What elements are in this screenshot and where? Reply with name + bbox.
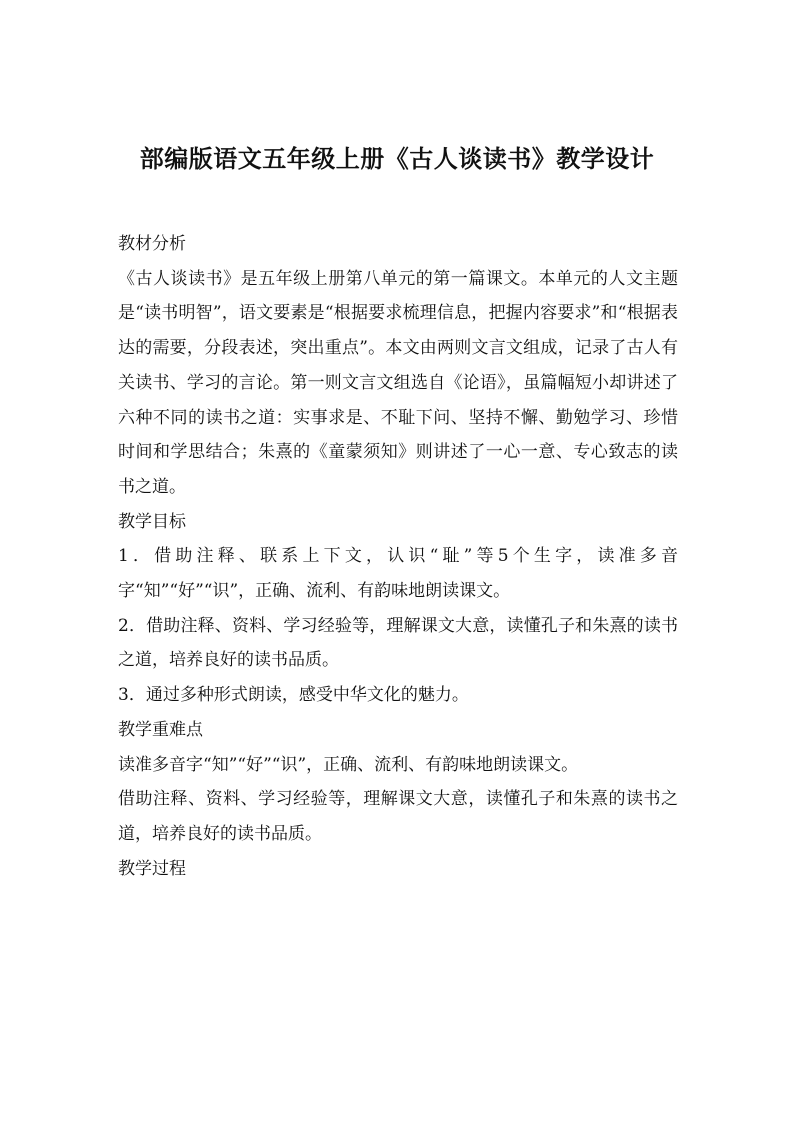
- goal-item-3: 3．通过多种形式朗读，感受中华文化的魅力。: [118, 685, 469, 706]
- section-heading-process: 教学过程: [118, 858, 186, 879]
- section-heading-keypoints: 教学重难点: [118, 719, 203, 740]
- section-heading-analysis: 教材分析: [118, 234, 186, 254]
- document-title: 部编版语文五年级上册《古人谈读书》教学设计: [139, 144, 655, 173]
- section-heading-goals: 教学目标: [118, 511, 186, 532]
- analysis-paragraph: 《古人谈读书》是五年级上册第八单元的第一篇课文。本单元的人文主题是“读书明智”，语文要素是“根据要求梳理信息，把握内容要求”和“根据表达的需要，分段表述，突出重点”。本文由两则文言文组成，记录了古人有关读书、学习的言论。第一则文言文组选自《论语》，虽篇幅短小却讲述了六种不同的读书之道：实事求是、不耻下问、坚持不懈、勤勉学习、珍惜时间和学思结合；朱熹的《童蒙须知》则讲述了一心一意、专心致志的读书之道。: [118, 268, 678, 497]
- goal-item-1: 1．借助注释、联系上下文，认识“耻”等5个生字，读准多音字“知”“好”“识”，正确、流利、有韵味地朗读课文。: [118, 546, 678, 602]
- document-body: [118, 227, 678, 886]
- goal-item-2: 2．借助注释、资料、学习经验等，理解课文大意，读懂孔子和朱熹的读书之道，培养良好的读书品质。: [118, 615, 678, 671]
- keypoint-item-2: 借助注释、资料、学习经验等，理解课文大意，读懂孔子和朱熹的读书之道，培养良好的读书品质。: [118, 789, 678, 844]
- keypoint-item-1: 读准多音字“知”“好”“识”，正确、流利、有韵味地朗读课文。: [118, 754, 579, 775]
